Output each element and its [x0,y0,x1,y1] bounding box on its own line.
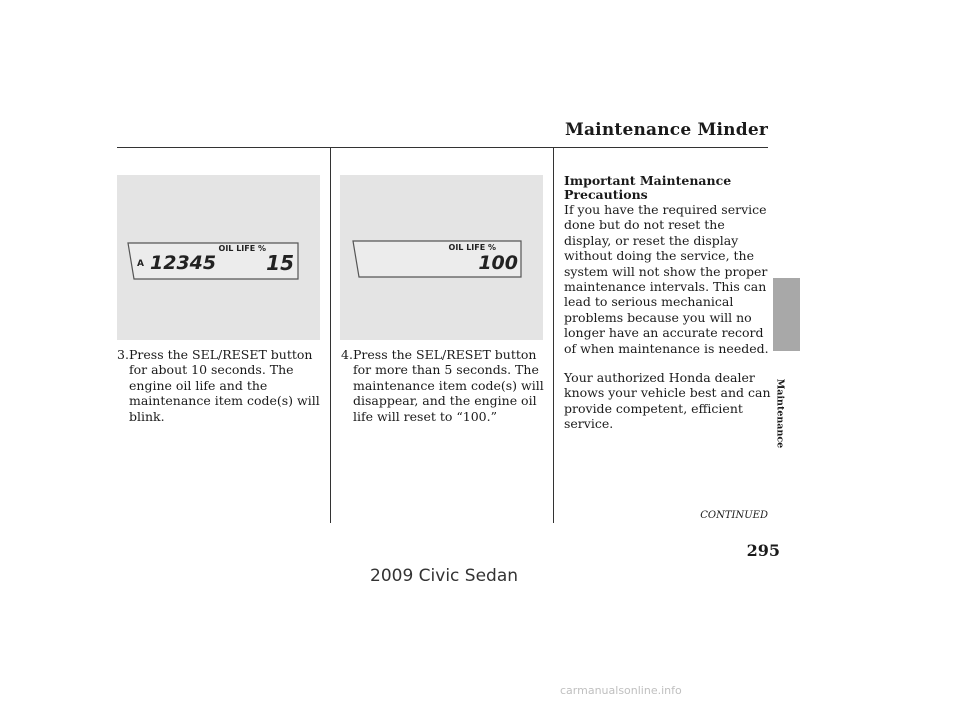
column-divider [330,148,331,523]
step-number: 3. [117,347,129,362]
odometer-readout: 12345 [150,252,217,274]
step-4 [341,347,547,424]
step-3 [117,347,323,424]
column-divider [553,148,554,523]
lcd-display-figure [117,175,320,340]
step-text: Press the SEL/RESET button for about 10 seconds. The engine oil life and the maintenance item code(s) will blink. [129,347,320,424]
page-number: 295 [746,541,780,560]
footer-model: 2009 Civic Sedan [370,566,519,586]
precautions-section [564,174,774,432]
watermark: carmanualsonline.info [560,684,682,697]
section-tab [773,278,800,351]
oil-life-value: 15 [266,251,294,275]
page-title: Maintenance Minder [564,120,768,140]
section-heading: Important Maintenance Precautions [564,173,732,202]
oil-life-value: 100 [478,252,518,274]
header-divider [117,147,768,148]
step-text: Press the SEL/RESET button for more than 5 seconds. The maintenance item code(s) will disappear, and the engine oil life will reset to “100.” [353,347,544,424]
paragraph: Your authorized Honda dealer knows your vehicle best and can provide competent, efficient service. [564,370,771,432]
oil-life-display-illustration-reset [340,175,543,340]
section-tab-label: Maintenance [774,378,786,449]
continued-label: CONTINUED [700,510,768,521]
oil-life-display-illustration-blinking [117,175,320,340]
oil-life-label: OIL LIFE % [448,243,496,252]
paragraph: If you have the required service done but do not reset the display, or reset the display without doing the service, the system will not show the proper maintenance intervals. This can lead to serious mechanical problems because you will no longer have an accurate record of when maintenance is needed. [564,202,769,356]
step-number: 4. [341,347,353,362]
lcd-display-figure [340,175,543,340]
mode-letter: A [137,259,144,269]
oil-life-label: OIL LIFE % [218,244,266,253]
